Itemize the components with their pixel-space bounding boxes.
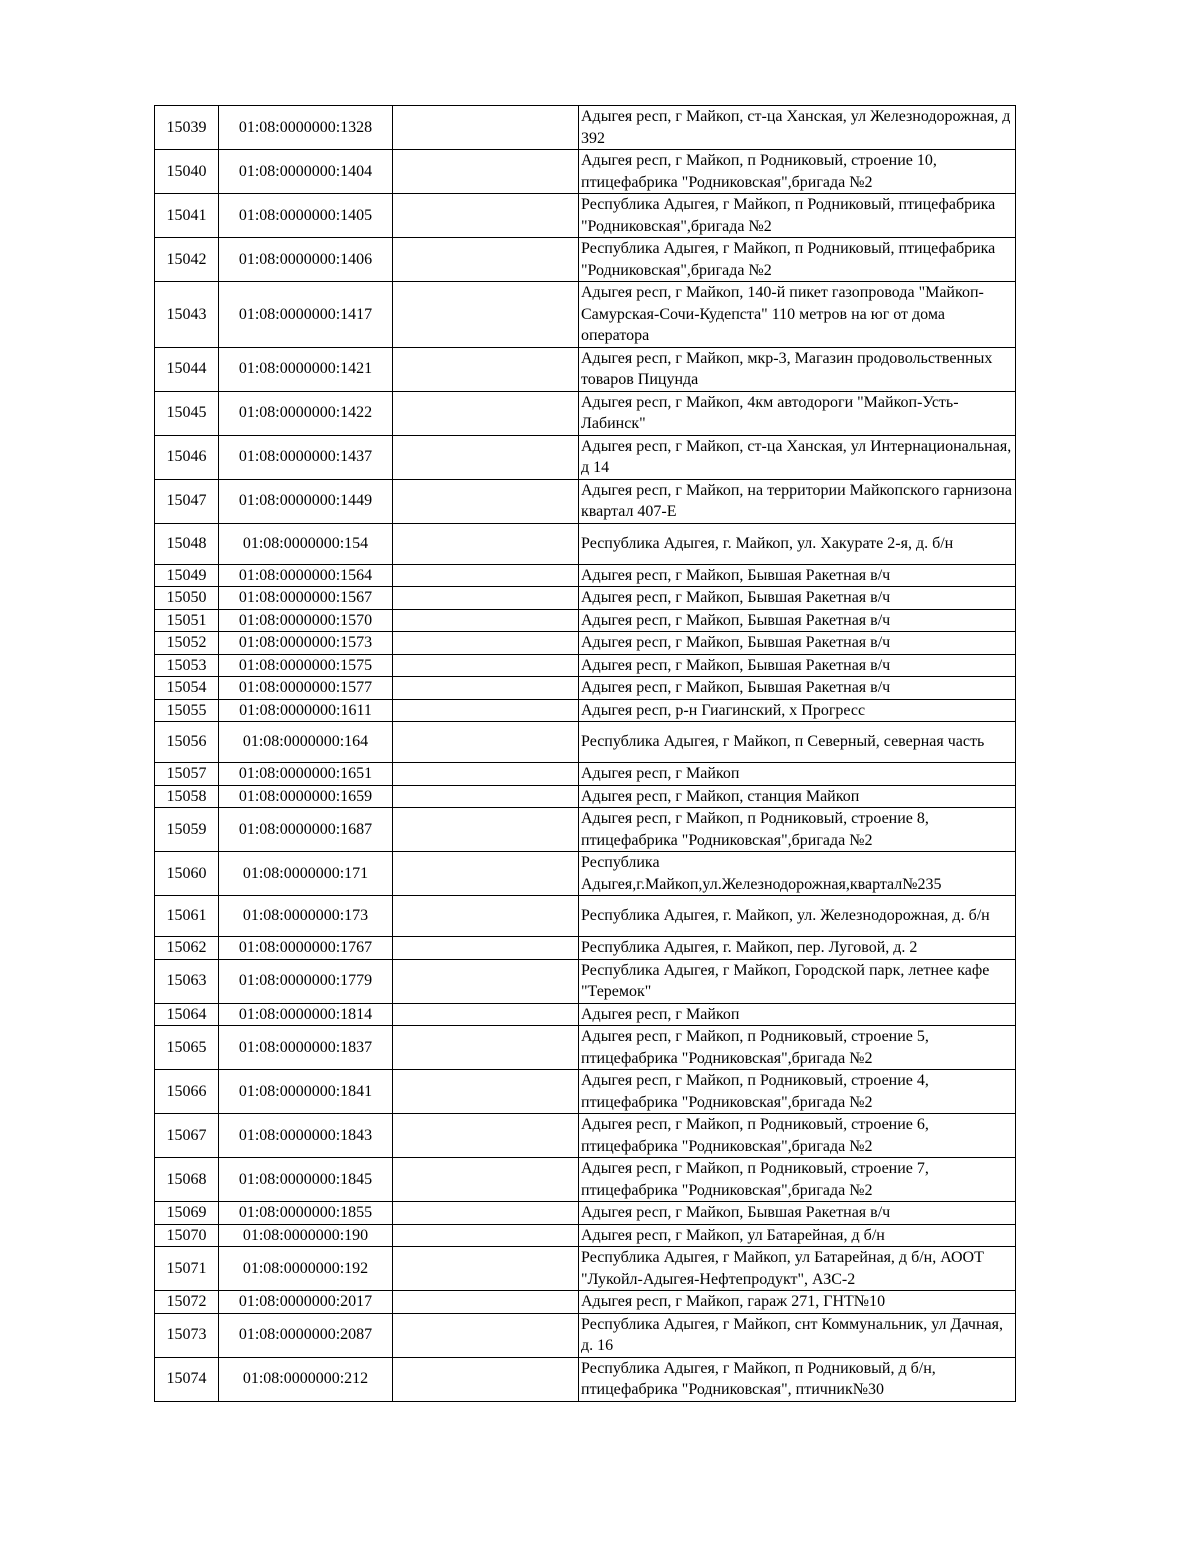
address-cell: Адыгея респ, г Майкоп, Бывшая Ракетная в/ч [579, 1202, 1016, 1225]
table-row [155, 587, 1016, 610]
table-row [155, 391, 1016, 435]
record-number-cell: 15059 [155, 808, 219, 852]
address-cell: Адыгея респ, г Майкоп [579, 1003, 1016, 1026]
cadastral-number-cell: 01:08:0000000:1406 [219, 238, 393, 282]
address-cell: Адыгея респ, г Майкоп, Бывшая Ракетная в/ч [579, 564, 1016, 587]
empty-cell [393, 785, 579, 808]
empty-cell [393, 722, 579, 763]
empty-cell [393, 1070, 579, 1114]
table-row [155, 677, 1016, 700]
record-number-cell: 15045 [155, 391, 219, 435]
table-row [155, 722, 1016, 763]
address-cell: Адыгея респ, г Майкоп, Бывшая Ракетная в/ч [579, 632, 1016, 655]
record-number-cell: 15048 [155, 523, 219, 564]
empty-cell [393, 435, 579, 479]
address-cell: Республика Адыгея, г Майкоп, Городской парк, летнее кафе "Теремок" [579, 959, 1016, 1003]
address-cell: Адыгея респ, г Майкоп, ст-ца Ханская, ул Интернациональная, д 14 [579, 435, 1016, 479]
empty-cell [393, 564, 579, 587]
table-row [155, 435, 1016, 479]
cadastral-number-cell: 01:08:0000000:1651 [219, 763, 393, 786]
record-number-cell: 15051 [155, 609, 219, 632]
record-number-cell: 15044 [155, 347, 219, 391]
cadastral-number-cell: 01:08:0000000:1767 [219, 937, 393, 960]
address-cell: Адыгея респ, г Майкоп, на территории Майкопского гарнизона квартал 407-Е [579, 479, 1016, 523]
address-cell: Адыгея респ, г Майкоп, п Родниковый, строение 6, птицефабрика "Родниковская",бригада №2 [579, 1114, 1016, 1158]
empty-cell [393, 1202, 579, 1225]
table-row [155, 937, 1016, 960]
address-cell: Республика Адыгея, г Майкоп, ул Батарейная, д б/н, АООТ "Лукойл-Адыгея-Нефтепродукт", АЗС-2 [579, 1247, 1016, 1291]
address-cell: Адыгея респ, р-н Гиагинский, х Прогресс [579, 699, 1016, 722]
empty-cell [393, 106, 579, 150]
table-row [155, 609, 1016, 632]
record-number-cell: 15057 [155, 763, 219, 786]
table-row [155, 106, 1016, 150]
registry-table-body [155, 106, 1016, 1402]
table-row [155, 1357, 1016, 1401]
record-number-cell: 15053 [155, 654, 219, 677]
empty-cell [393, 654, 579, 677]
cadastral-number-cell: 01:08:0000000:192 [219, 1247, 393, 1291]
empty-cell [393, 808, 579, 852]
address-cell: Адыгея респ, г Майкоп, ул Батарейная, д б/н [579, 1224, 1016, 1247]
address-cell: Республика Адыгея, г Майкоп, п Родниковый, птицефабрика "Родниковская",бригада №2 [579, 194, 1016, 238]
cadastral-number-cell: 01:08:0000000:1611 [219, 699, 393, 722]
table-row [155, 1026, 1016, 1070]
cadastral-number-cell: 01:08:0000000:1328 [219, 106, 393, 150]
record-number-cell: 15067 [155, 1114, 219, 1158]
cadastral-number-cell: 01:08:0000000:1567 [219, 587, 393, 610]
cadastral-number-cell: 01:08:0000000:171 [219, 852, 393, 896]
cadastral-number-cell: 01:08:0000000:1837 [219, 1026, 393, 1070]
cadastral-number-cell: 01:08:0000000:1779 [219, 959, 393, 1003]
empty-cell [393, 479, 579, 523]
address-cell: Республика Адыгея, г Майкоп, снт Коммунальник, ул Дачная, д. 16 [579, 1313, 1016, 1357]
record-number-cell: 15068 [155, 1158, 219, 1202]
record-number-cell: 15066 [155, 1070, 219, 1114]
cadastral-number-cell: 01:08:0000000:2087 [219, 1313, 393, 1357]
table-row [155, 1224, 1016, 1247]
cadastral-number-cell: 01:08:0000000:190 [219, 1224, 393, 1247]
record-number-cell: 15055 [155, 699, 219, 722]
record-number-cell: 15064 [155, 1003, 219, 1026]
cadastral-number-cell: 01:08:0000000:1417 [219, 282, 393, 348]
table-row [155, 1070, 1016, 1114]
table-row [155, 150, 1016, 194]
address-cell: Адыгея респ, г Майкоп, п Родниковый, строение 10, птицефабрика "Родниковская",бригада №2 [579, 150, 1016, 194]
cadastral-number-cell: 01:08:0000000:1573 [219, 632, 393, 655]
table-row [155, 763, 1016, 786]
table-row [155, 1247, 1016, 1291]
record-number-cell: 15060 [155, 852, 219, 896]
record-number-cell: 15070 [155, 1224, 219, 1247]
table-row [155, 564, 1016, 587]
cadastral-number-cell: 01:08:0000000:1437 [219, 435, 393, 479]
table-row [155, 1202, 1016, 1225]
table-row [155, 479, 1016, 523]
cadastral-number-cell: 01:08:0000000:173 [219, 896, 393, 937]
address-cell: Республика Адыгея, г Майкоп, п Родниковый, птицефабрика "Родниковская",бригада №2 [579, 238, 1016, 282]
record-number-cell: 15052 [155, 632, 219, 655]
empty-cell [393, 347, 579, 391]
table-row [155, 699, 1016, 722]
table-row [155, 282, 1016, 348]
empty-cell [393, 852, 579, 896]
record-number-cell: 15063 [155, 959, 219, 1003]
cadastral-number-cell: 01:08:0000000:1845 [219, 1158, 393, 1202]
empty-cell [393, 1224, 579, 1247]
record-number-cell: 15040 [155, 150, 219, 194]
address-cell: Адыгея респ, г Майкоп, Бывшая Ракетная в/ч [579, 677, 1016, 700]
cadastral-number-cell: 01:08:0000000:1422 [219, 391, 393, 435]
record-number-cell: 15042 [155, 238, 219, 282]
table-row [155, 194, 1016, 238]
address-cell: Адыгея респ, г Майкоп, Бывшая Ракетная в/ч [579, 654, 1016, 677]
cadastral-number-cell: 01:08:0000000:1421 [219, 347, 393, 391]
address-cell: Адыгея респ, г Майкоп, 4км автодороги "Майкоп-Усть-Лабинск" [579, 391, 1016, 435]
table-row [155, 523, 1016, 564]
address-cell: Адыгея респ, г Майкоп, п Родниковый, строение 4, птицефабрика "Родниковская",бригада №2 [579, 1070, 1016, 1114]
address-cell: Адыгея респ, г Майкоп, Бывшая Ракетная в/ч [579, 609, 1016, 632]
record-number-cell: 15061 [155, 896, 219, 937]
empty-cell [393, 677, 579, 700]
record-number-cell: 15047 [155, 479, 219, 523]
empty-cell [393, 391, 579, 435]
table-row [155, 1003, 1016, 1026]
address-cell: Адыгея респ, г Майкоп, гараж 271, ГНТ№10 [579, 1291, 1016, 1314]
empty-cell [393, 1291, 579, 1314]
address-cell: Адыгея респ, г Майкоп, Бывшая Ракетная в/ч [579, 587, 1016, 610]
address-cell: Республика Адыгея, г Майкоп, п Родниковый, д б/н, птицефабрика "Родниковская", птичник№30 [579, 1357, 1016, 1401]
record-number-cell: 15071 [155, 1247, 219, 1291]
record-number-cell: 15049 [155, 564, 219, 587]
empty-cell [393, 763, 579, 786]
table-row [155, 1291, 1016, 1314]
record-number-cell: 15065 [155, 1026, 219, 1070]
record-number-cell: 15062 [155, 937, 219, 960]
cadastral-number-cell: 01:08:0000000:1564 [219, 564, 393, 587]
empty-cell [393, 194, 579, 238]
table-row [155, 1114, 1016, 1158]
record-number-cell: 15050 [155, 587, 219, 610]
address-cell: Адыгея респ, г Майкоп, мкр-3, Магазин продовольственных товаров Пицунда [579, 347, 1016, 391]
empty-cell [393, 1313, 579, 1357]
empty-cell [393, 896, 579, 937]
empty-cell [393, 1114, 579, 1158]
record-number-cell: 15074 [155, 1357, 219, 1401]
table-row [155, 852, 1016, 896]
cadastral-number-cell: 01:08:0000000:1814 [219, 1003, 393, 1026]
empty-cell [393, 959, 579, 1003]
registry-table [154, 105, 1016, 1402]
address-cell: Адыгея респ, г Майкоп [579, 763, 1016, 786]
empty-cell [393, 238, 579, 282]
empty-cell [393, 1026, 579, 1070]
empty-cell [393, 282, 579, 348]
record-number-cell: 15046 [155, 435, 219, 479]
address-cell: Республика Адыгея, г. Майкоп, ул. Железнодорожная, д. б/н [579, 896, 1016, 937]
empty-cell [393, 1003, 579, 1026]
cadastral-number-cell: 01:08:0000000:1404 [219, 150, 393, 194]
address-cell: Республика Адыгея, г. Майкоп, ул. Хакурате 2-я, д. б/н [579, 523, 1016, 564]
address-cell: Республика Адыгея,г.Майкоп,ул.Железнодорожная,квартал№235 [579, 852, 1016, 896]
table-row [155, 238, 1016, 282]
empty-cell [393, 699, 579, 722]
cadastral-number-cell: 01:08:0000000:164 [219, 722, 393, 763]
address-cell: Адыгея респ, г Майкоп, 140-й пикет газопровода "Майкоп-Самурская-Сочи-Кудепста" 110 метров на юг от дома оператора [579, 282, 1016, 348]
table-row [155, 896, 1016, 937]
record-number-cell: 15056 [155, 722, 219, 763]
empty-cell [393, 609, 579, 632]
table-row [155, 959, 1016, 1003]
cadastral-number-cell: 01:08:0000000:1841 [219, 1070, 393, 1114]
cadastral-number-cell: 01:08:0000000:1843 [219, 1114, 393, 1158]
table-row [155, 785, 1016, 808]
address-cell: Республика Адыгея, г. Майкоп, пер. Луговой, д. 2 [579, 937, 1016, 960]
address-cell: Республика Адыгея, г Майкоп, п Северный, северная часть [579, 722, 1016, 763]
address-cell: Адыгея респ, г Майкоп, п Родниковый, строение 7, птицефабрика "Родниковская",бригада №2 [579, 1158, 1016, 1202]
cadastral-number-cell: 01:08:0000000:1575 [219, 654, 393, 677]
address-cell: Адыгея респ, г Майкоп, станция Майкоп [579, 785, 1016, 808]
cadastral-number-cell: 01:08:0000000:154 [219, 523, 393, 564]
cadastral-number-cell: 01:08:0000000:1855 [219, 1202, 393, 1225]
cadastral-number-cell: 01:08:0000000:1577 [219, 677, 393, 700]
cadastral-number-cell: 01:08:0000000:1449 [219, 479, 393, 523]
empty-cell [393, 150, 579, 194]
address-cell: Адыгея респ, г Майкоп, ст-ца Ханская, ул Железнодорожная, д 392 [579, 106, 1016, 150]
record-number-cell: 15073 [155, 1313, 219, 1357]
address-cell: Адыгея респ, г Майкоп, п Родниковый, строение 8, птицефабрика "Родниковская",бригада №2 [579, 808, 1016, 852]
empty-cell [393, 937, 579, 960]
cadastral-number-cell: 01:08:0000000:1687 [219, 808, 393, 852]
empty-cell [393, 1158, 579, 1202]
address-cell: Адыгея респ, г Майкоп, п Родниковый, строение 5, птицефабрика "Родниковская",бригада №2 [579, 1026, 1016, 1070]
record-number-cell: 15039 [155, 106, 219, 150]
table-row [155, 632, 1016, 655]
table-row [155, 1158, 1016, 1202]
cadastral-number-cell: 01:08:0000000:1570 [219, 609, 393, 632]
record-number-cell: 15043 [155, 282, 219, 348]
empty-cell [393, 632, 579, 655]
table-row [155, 1313, 1016, 1357]
cadastral-number-cell: 01:08:0000000:2017 [219, 1291, 393, 1314]
record-number-cell: 15072 [155, 1291, 219, 1314]
table-row [155, 808, 1016, 852]
record-number-cell: 15058 [155, 785, 219, 808]
record-number-cell: 15041 [155, 194, 219, 238]
empty-cell [393, 1357, 579, 1401]
cadastral-number-cell: 01:08:0000000:212 [219, 1357, 393, 1401]
table-row [155, 347, 1016, 391]
cadastral-number-cell: 01:08:0000000:1405 [219, 194, 393, 238]
empty-cell [393, 523, 579, 564]
table-row [155, 654, 1016, 677]
empty-cell [393, 1247, 579, 1291]
cadastral-number-cell: 01:08:0000000:1659 [219, 785, 393, 808]
record-number-cell: 15069 [155, 1202, 219, 1225]
record-number-cell: 15054 [155, 677, 219, 700]
empty-cell [393, 587, 579, 610]
